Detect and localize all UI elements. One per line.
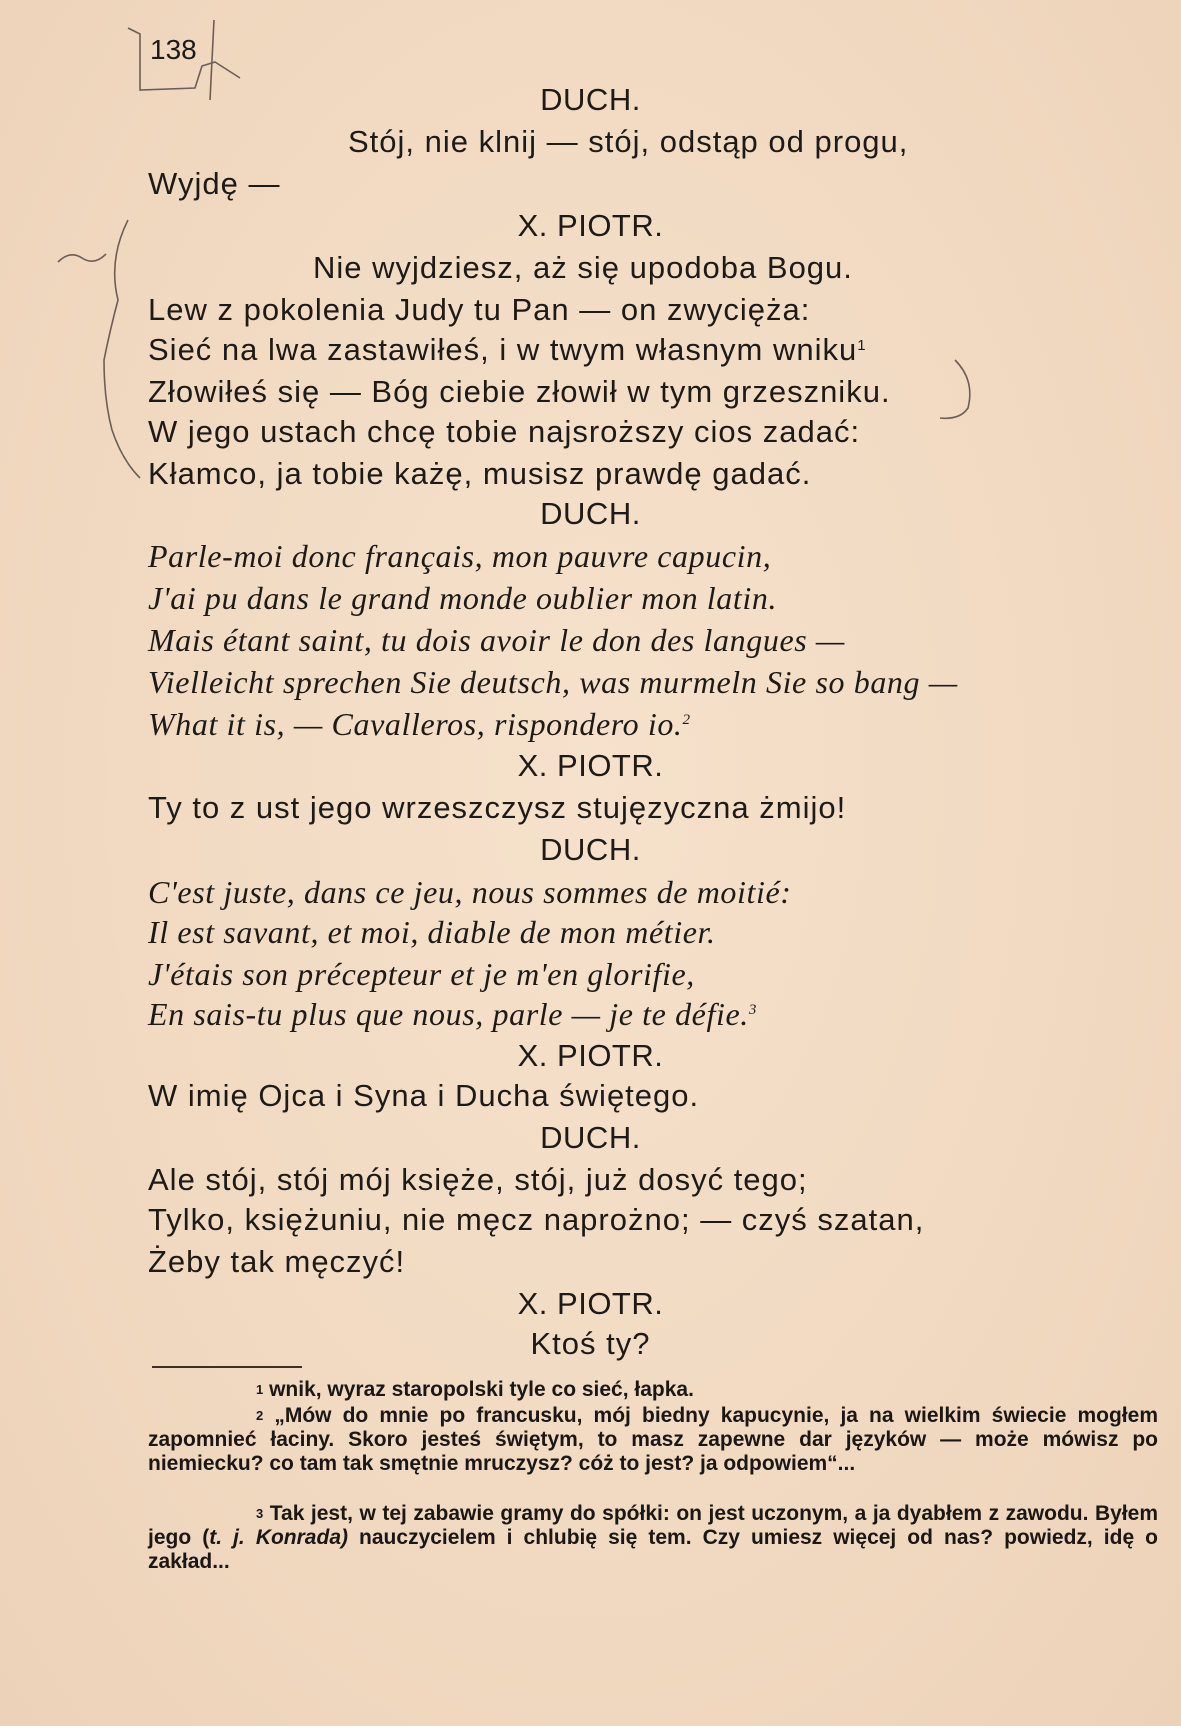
- verse-line: [148, 412, 860, 452]
- verse-line: [148, 578, 777, 618]
- line-text: Ty to z ust jego wrzeszczysz stujęzyczna żmijo!: [148, 790, 847, 825]
- speaker-name: [0, 830, 1181, 870]
- footnote-3-text-before: Tak jest, w tej zabawie gramy do spółki: on jest uczonym, a ja dyabłem z zawodu. Byłem jego (: [148, 1502, 1158, 1549]
- line-text: Mais étant saint, tu dois avoir le don des langues —: [148, 622, 845, 658]
- verse-line: [148, 372, 891, 412]
- line-text: Vielleicht sprechen Sie deutsch, was murmeln Sie so bang —: [148, 664, 958, 700]
- verse-line: [313, 248, 853, 288]
- line-text: DUCH.: [540, 82, 641, 117]
- verse-line: [348, 122, 908, 162]
- line-text: X. PIOTR.: [517, 1038, 664, 1073]
- line-text: W jego ustach chcę tobie najsroższy cios zadać:: [148, 414, 861, 449]
- line-text: W imię Ojca i Syna i Ducha świętego.: [148, 1078, 700, 1113]
- line-text: Lew z pokolenia Judy tu Pan — on zwycięża:: [148, 292, 811, 327]
- line-text: Tylko, księżuniu, nie męcz naprożno; — czyś szatan,: [148, 1202, 925, 1237]
- line-text: X. PIOTR.: [517, 208, 664, 243]
- line-text: X. PIOTR.: [517, 1286, 664, 1321]
- line-text: Złowiłeś się — Bóg ciebie złowił w tym grzeszniku.: [148, 374, 891, 409]
- margin-bracket-left: [104, 220, 140, 478]
- footnote-3-number: 3: [256, 1506, 264, 1521]
- line-text: Żeby tak męczyć!: [148, 1244, 406, 1279]
- verse-line: [0, 1324, 1181, 1364]
- line-text: Nie wyjdziesz, aż się upodoba Bogu.: [313, 250, 853, 285]
- verse-line: [148, 954, 695, 994]
- footnote-2-number: 2: [256, 1408, 264, 1423]
- verse-line: [148, 536, 771, 576]
- verse-line: [148, 290, 810, 330]
- verse-line: [148, 994, 757, 1034]
- line-text: What it is, — Cavalleros, rispondero io.: [148, 706, 683, 742]
- footnote-2: [148, 1404, 1158, 1476]
- verse-line: [148, 704, 691, 744]
- line-text: Sieć na lwa zastawiłeś, i w twym własnym wniku: [148, 332, 858, 367]
- verse-line: [148, 1076, 699, 1116]
- line-text: Ale stój, stój mój księże, stój, już dosyć tego;: [148, 1162, 808, 1197]
- verse-line: [148, 788, 846, 828]
- footnote-ref: 1: [857, 337, 867, 354]
- line-text: DUCH.: [540, 1120, 641, 1155]
- footnote-ref: 2: [682, 712, 691, 728]
- verse-line: [148, 872, 792, 912]
- footnote-3-text-em: t. j. Konrada): [209, 1526, 348, 1549]
- page-number: 138: [150, 34, 197, 65]
- footnote-3-text-after: nauczycielem i chlubię się tem. Czy umiesz więcej od nas? powiedz, idę o zakład...: [148, 1526, 1159, 1573]
- verse-line: [148, 1242, 405, 1282]
- line-text: Ktoś ty?: [530, 1326, 651, 1361]
- line-text: En sais-tu plus que nous, parle — je te défie.: [148, 996, 749, 1032]
- line-text: Il est savant, et moi, diable de mon métier.: [148, 914, 716, 950]
- verse-line: [148, 662, 958, 702]
- speaker-name: [0, 494, 1181, 534]
- footnote-1: [148, 1378, 1158, 1402]
- verse-line: [148, 620, 845, 660]
- verse-line: [148, 912, 716, 952]
- footnote-1-text: wnik, wyraz staropolski tyle co sieć, łapka.: [269, 1378, 694, 1401]
- speaker-name: [0, 1118, 1181, 1158]
- verse-line: [148, 1160, 808, 1200]
- speaker-name: [0, 206, 1181, 246]
- footnote-ref: 3: [748, 1002, 757, 1018]
- footnote-rule: [152, 1366, 302, 1368]
- line-text: Wyjdę —: [148, 166, 281, 201]
- margin-tilde-mark: [58, 254, 106, 262]
- verse-line: [148, 164, 280, 204]
- line-text: DUCH.: [540, 496, 641, 531]
- line-text: DUCH.: [540, 832, 641, 867]
- speaker-name: [0, 80, 1181, 120]
- margin-bracket-right: [940, 360, 970, 418]
- footnote-3: [148, 1502, 1158, 1574]
- speaker-name: [0, 746, 1181, 786]
- verse-line: [148, 454, 811, 494]
- line-text: C'est juste, dans ce jeu, nous sommes de moitié:: [148, 874, 792, 910]
- line-text: Kłamco, ja tobie każę, musisz prawdę gadać.: [148, 456, 812, 491]
- line-text: X. PIOTR.: [517, 748, 664, 783]
- line-text: Parle-moi donc français, mon pauvre capucin,: [148, 538, 772, 574]
- footnote-1-number: 1: [256, 1382, 264, 1397]
- verse-line: [148, 1200, 924, 1240]
- footnote-2-text: „Mów do mnie po francusku, mój biedny kapucynie, ja na wielkim świecie mogłem zapomnieć łaciny. Skoro jesteś świętym, to masz zapewne dar języków — może mówisz po niemiecku? co tam tak smętnie mruczysz? cóż to jest? ja odpowiem“...: [148, 1404, 1158, 1475]
- speaker-name: [0, 1284, 1181, 1324]
- line-text: J'ai pu dans le grand monde oublier mon latin.: [148, 580, 778, 616]
- line-text: Stój, nie klnij — stój, odstąp od progu,: [348, 124, 909, 159]
- line-text: J'étais son précepteur et je m'en glorifie,: [148, 956, 695, 992]
- verse-line: [148, 330, 867, 370]
- speaker-name: [0, 1036, 1181, 1076]
